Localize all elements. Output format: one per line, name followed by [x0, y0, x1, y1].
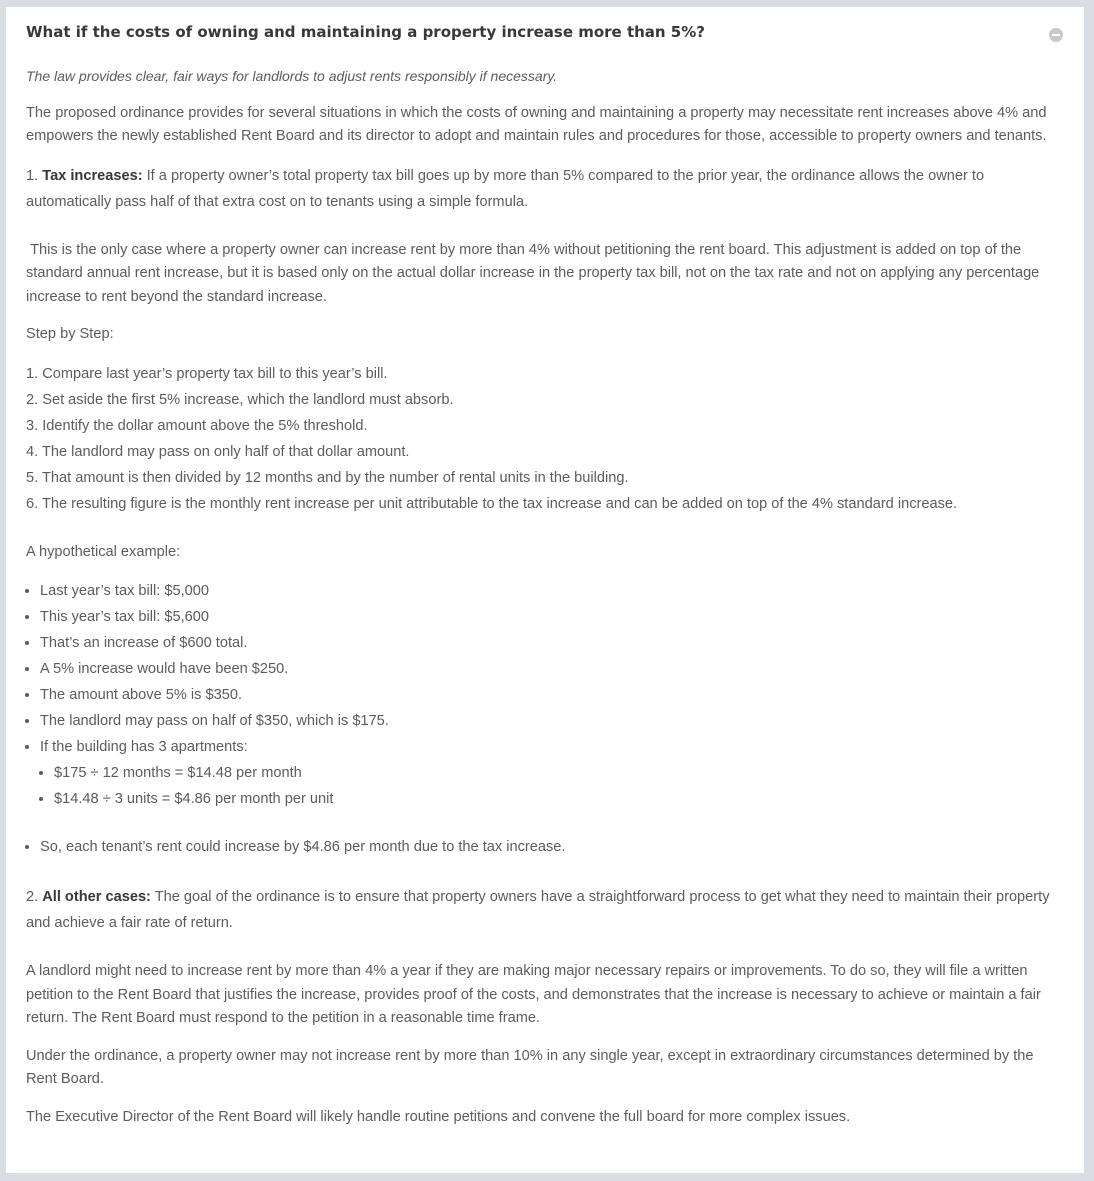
tax-case-detail [26, 239, 1068, 310]
minus-circle-icon[interactable] [1049, 28, 1063, 42]
case-text: The goal of the ordinance is to ensure that property owners have a straightforward process to get what they need to maintain their property and achieve a fair rate of return. [26, 889, 1050, 931]
case-heading: Tax increases: [42, 167, 143, 184]
case-number: 2. [26, 889, 39, 905]
example-list [26, 578, 1068, 812]
faq-answer [26, 65, 1068, 1143]
list-item: 3. Identify the dollar amount above the 5% threshold. [26, 417, 368, 434]
tax-case-detail-text: This is the only case where a property owner can increase rent by more than 4% without petitioning the rent board. This adjustment is added on top of the standard annual rent increase, but it is based only on the actual dollar increase in the property tax bill, not on the tax rate and not on applying any percentage increase to rent beyond the standard increase. [26, 241, 1040, 305]
director-paragraph: The Executive Director of the Rent Board will likely handle routine petitions and convene the full board for more complex issues. [26, 1108, 851, 1125]
list-item: 2. Set aside the first 5% increase, which the landlord must absorb. [26, 391, 454, 408]
example-conclusion-list [26, 834, 1068, 860]
faq-panel [6, 7, 1084, 1173]
case-tax-increases [26, 163, 1068, 215]
list-item: • $14.48 ÷ 3 units = $4.86 per month per unit [54, 786, 1068, 812]
faq-question-title[interactable]: What if the costs of owning and maintaining a property increase more than 5%? [26, 23, 705, 41]
case-text: If a property owner’s total property tax bill goes up by more than 5% compared to the prior year, the ordinance allows the owner to automatically pass half of that extra cost on to tenants using a simple formula. [26, 167, 985, 210]
case-heading: All other cases: [42, 889, 151, 905]
list-item: • Last year’s tax bill: $5,000 [40, 578, 1068, 604]
list-item [40, 734, 1068, 812]
list-item: • This year’s tax bill: $5,600 [40, 604, 1068, 630]
other-case-detail: A landlord might need to increase rent by more than 4% a year if they are making major necessary repairs or improvements. To do so, they will file a written petition to the Rent Board that justifies the increase, provides proof of the costs, and demonstrates that the increase is necessary to achieve or maintain a fair return. The Rent Board must respond to the petition in a reasonable time frame. [26, 963, 1041, 1026]
list-item: • So, each tenant’s rent could increase by $4.86 per month due to the tax increase. [40, 834, 1068, 860]
list-item: • A 5% increase would have been $250. [40, 656, 1068, 682]
case-number: 1. [26, 167, 39, 184]
list-item: 6. The resulting figure is the monthly rent increase per unit attributable to the tax increase and can be added on top of the 4% standard increase. [26, 495, 958, 512]
steps-label: Step by Step: [26, 326, 114, 342]
case-all-other [26, 884, 1068, 936]
example-label: A hypothetical example: [26, 543, 181, 560]
rent-cap-paragraph: Under the ordinance, a property owner may not increase rent by more than 10% in any single year, except in extraordinary circumstances determined by the Rent Board. [26, 1047, 1034, 1087]
example-sublist [40, 760, 1068, 812]
steps-list [26, 361, 1068, 517]
intro-text: The law provides clear, fair ways for landlords to adjust rents responsibly if necessary. [26, 68, 558, 84]
overview-paragraph: The proposed ordinance provides for several situations in which the costs of owning and maintaining a property may necessitate rent increases above 4% and empowers the newly established Rent Board and its director to adopt and maintain rules and procedures for those, accessible to property owners and tenants. [26, 104, 1047, 144]
list-item: • That’s an increase of $600 total. [40, 630, 1068, 656]
list-item: 4. The landlord may pass on only half of that dollar amount. [26, 443, 410, 460]
list-item: 5. That amount is then divided by 12 months and by the number of rental units in the building. [26, 469, 629, 486]
list-item: • $175 ÷ 12 months = $14.48 per month [54, 760, 1068, 786]
list-item: 1. Compare last year’s property tax bill to this year’s bill. [26, 365, 388, 382]
list-item: • The landlord may pass on half of $350, which is $175. [40, 708, 1068, 734]
list-item-text: If the building has 3 apartments: [40, 739, 248, 755]
list-item: • The amount above 5% is $350. [40, 682, 1068, 708]
